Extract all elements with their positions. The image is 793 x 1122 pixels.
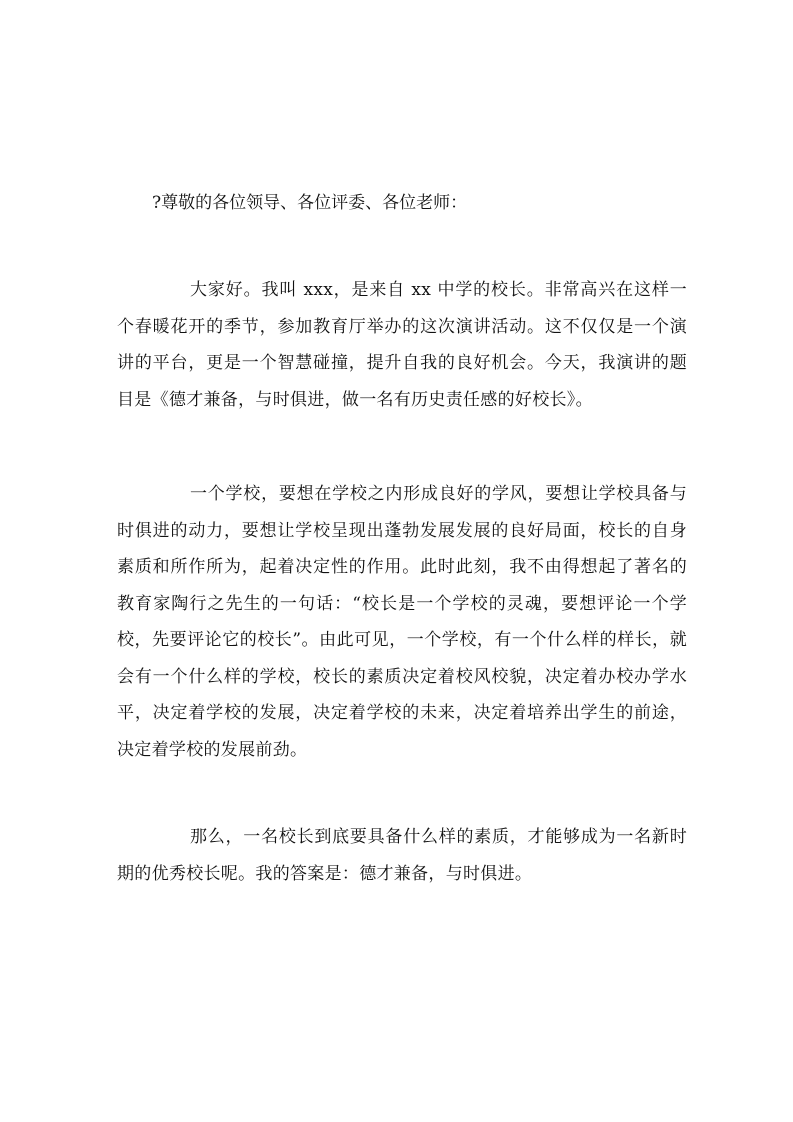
paragraph-principal-role: 一个学校，要想在学校之内形成良好的学风，要想让学校具备与时俱进的动力，要想让学校呈现出蓬勃发展发展的良好局面，校长的自身素质和所作所为，起着决定性的作用。此时此刻，我不由得想起了著名的教育家陶行之先生的一句话：“校长是一个学校的灵魂，要想评论一个学校，先要评论它的校长”。由此可见，一个学校，有一个什么样的样长，就会有一个什么样的学校，校长的素质决定着校风校貌，决定着办校办学水平，决定着学校的发展，决定着学校的未来，决定着培养出学生的前途，决定着学校的发展前劲。	[117, 484, 687, 760]
paragraph-spacer	[117, 418, 687, 476]
paragraph-introduction: 大家好。我叫 xxx，是来自 xx 中学的校长。非常高兴在这样一个春暖花开的季节，参加教育厅举办的这次演讲活动。这不仅仅是一个演讲的平台，更是一个智慧碰撞，提升自我的良好机会。今天，我演讲的题目是《德才兼备，与时俱进，做一名有历史责任感的好校长》。	[117, 280, 687, 410]
paragraph-spacer	[117, 221, 687, 272]
paragraph-question: 那么，一名校长到底要具备什么样的素质，才能够成为一名新时期的优秀校长呢。我的答案是：德才兼备，与时俱进。	[117, 827, 687, 884]
paragraph-spacer	[117, 768, 687, 819]
salutation: ?尊敬的各位领导、各位评委、各位老师：	[152, 193, 468, 213]
document-page	[117, 185, 687, 892]
